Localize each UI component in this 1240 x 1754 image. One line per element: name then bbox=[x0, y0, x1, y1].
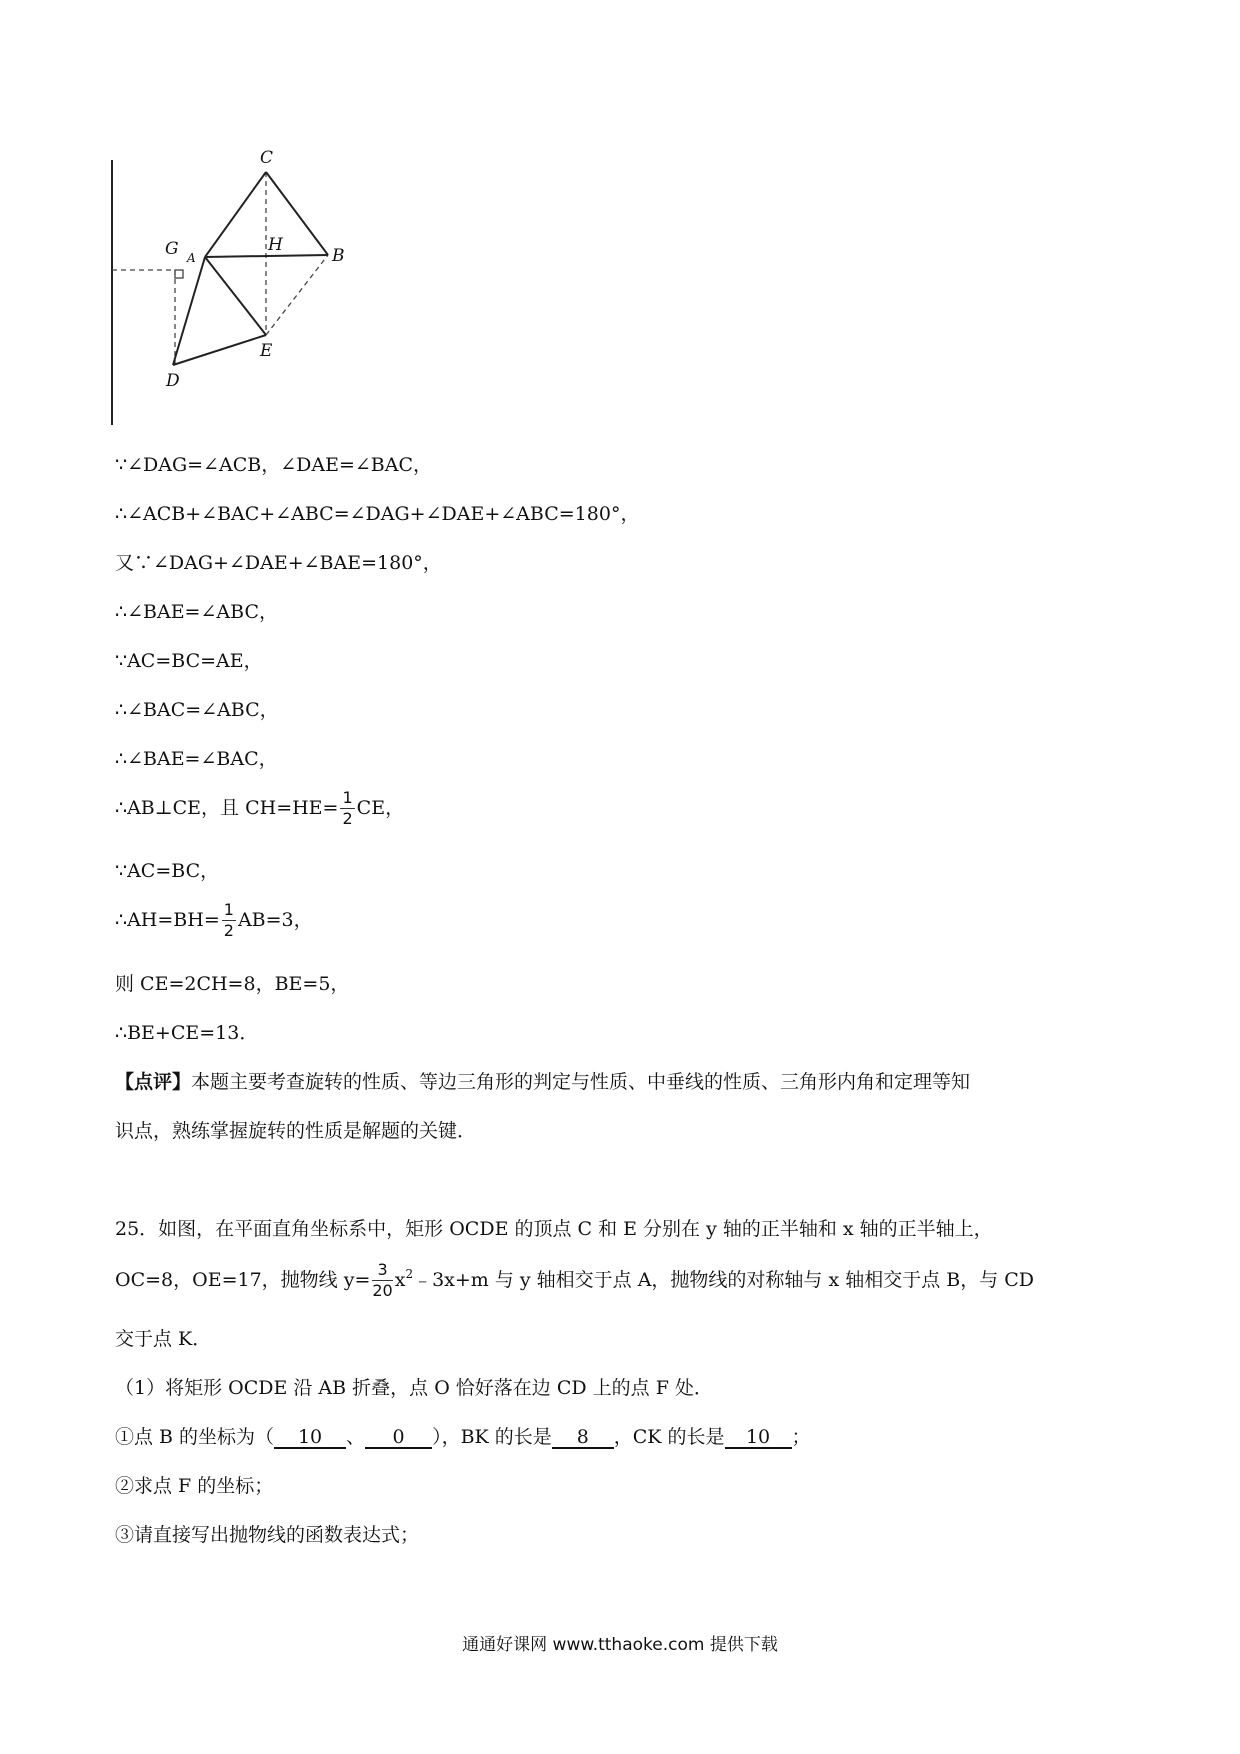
proof-line-4: ∴∠BAE=∠ABC， bbox=[115, 601, 278, 623]
proof-line-3: 又∵∠DAG+∠DAE+∠BAE=180°， bbox=[115, 552, 442, 574]
label-a: A bbox=[187, 251, 196, 265]
proof-line-8 bbox=[115, 790, 404, 827]
segment-ae bbox=[205, 257, 266, 335]
comment-line-2: 识点，熟练掌握旋转的性质是解题的关键． bbox=[115, 1120, 477, 1142]
proof-line-11: 则 CE=2CH=8，BE=5， bbox=[115, 973, 350, 995]
label-h: H bbox=[268, 235, 283, 255]
label-e: E bbox=[260, 341, 273, 361]
proof-line-7: ∴∠BAE=∠BAC， bbox=[115, 748, 278, 770]
proof-line-10 bbox=[115, 902, 313, 939]
proof-line-6: ∴∠BAC=∠ABC， bbox=[115, 699, 279, 721]
comment-tag: 【点评】 bbox=[115, 1071, 192, 1093]
right-angle-marker bbox=[175, 270, 183, 278]
label-d: D bbox=[166, 371, 180, 391]
comment-text-1: 本题主要考查旋转的性质、等边三角形的判定与性质、中垂线的性质、三角形内角和定理等知 bbox=[191, 1071, 971, 1093]
proof-line-9: ∵AC=BC， bbox=[115, 860, 220, 882]
segment-de bbox=[173, 335, 266, 365]
comment-line-1 bbox=[115, 1073, 970, 1092]
question-25-line-2 bbox=[115, 1262, 1034, 1299]
fraction-half bbox=[340, 790, 354, 827]
proof-line-10-text-b: AB=3， bbox=[237, 909, 313, 931]
question-25-item-1 bbox=[115, 1428, 811, 1449]
segment-ad bbox=[173, 257, 205, 365]
question-25-sub-1: （1）将矩形 OCDE 沿 AB 折叠，点 O 恰好落在边 CD 上的点 F 处． bbox=[115, 1377, 713, 1399]
proof-line-5: ∵AC=BC=AE， bbox=[115, 650, 263, 672]
proof-line-2: ∴∠ACB+∠BAC+∠ABC=∠DAG+∠DAE+∠ABC=180°， bbox=[115, 503, 640, 525]
fraction-numerator: 1 bbox=[342, 788, 353, 807]
fraction-denominator: 2 bbox=[342, 809, 353, 828]
page-footer: 通通好课网 www.tthaoke.com 提供下载 bbox=[462, 1635, 778, 1655]
separator: 、 bbox=[346, 1426, 366, 1448]
question-25-item-2: ②求点 F 的坐标； bbox=[115, 1475, 274, 1497]
segment-ac bbox=[205, 172, 266, 257]
proof-line-1: ∵∠DAG=∠ACB，∠DAE=∠BAC， bbox=[115, 454, 433, 476]
fraction-denominator: 20 bbox=[372, 1281, 393, 1300]
q25-line2-text-a: OC=8，OE=17，抛物线 y= bbox=[115, 1269, 371, 1291]
label-c: C bbox=[260, 148, 274, 168]
question-25-line-3: 交于点 K． bbox=[115, 1328, 212, 1350]
item1-text-d: ； bbox=[791, 1426, 811, 1448]
segment-ab bbox=[205, 255, 328, 257]
fraction-numerator: 3 bbox=[372, 1262, 392, 1281]
question-25-line-1: 25．如图，在平面直角坐标系中，矩形 OCDE 的顶点 C 和 E 分别在 y 轴的正半轴和 x 轴的正半轴上， bbox=[115, 1218, 993, 1240]
proof-line-8-text-a: ∴AB⊥CE，且 CH=HE= bbox=[115, 797, 339, 819]
question-25-item-3: ③请直接写出抛物线的函数表达式； bbox=[115, 1524, 420, 1546]
fraction-denominator: 2 bbox=[223, 921, 234, 940]
answer-blank-bk: 8 bbox=[552, 1428, 614, 1449]
answer-blank-by: 0 bbox=[365, 1428, 432, 1449]
answer-blank-bx: 10 bbox=[274, 1428, 346, 1449]
item1-text-c: ，CK 的长是 bbox=[613, 1426, 725, 1448]
proof-line-12: ∴BE+CE=13． bbox=[115, 1022, 259, 1044]
proof-line-10-text-a: ∴AH=BH= bbox=[115, 909, 220, 931]
q25-line2-x: x bbox=[394, 1269, 406, 1291]
exponent: 2 bbox=[405, 1267, 414, 1282]
fraction-numerator: 1 bbox=[223, 900, 234, 919]
label-g: G bbox=[165, 239, 179, 259]
fraction-half bbox=[222, 902, 236, 939]
fraction-three-twentieths bbox=[372, 1262, 392, 1299]
answer-blank-ck: 10 bbox=[725, 1428, 792, 1449]
label-b: B bbox=[332, 246, 345, 266]
q25-line2-text-c: ﹣3x+m 与 y 轴相交于点 A，抛物线的对称轴与 x 轴相交于点 B，与 CD bbox=[413, 1269, 1035, 1291]
item1-text-a: ①点 B 的坐标为（ bbox=[115, 1426, 275, 1448]
item1-text-b: ），BK 的长是 bbox=[432, 1426, 552, 1448]
dashed-line-eb bbox=[266, 255, 328, 335]
proof-line-8-text-b: CE， bbox=[356, 797, 405, 819]
geometry-figure bbox=[110, 148, 400, 435]
